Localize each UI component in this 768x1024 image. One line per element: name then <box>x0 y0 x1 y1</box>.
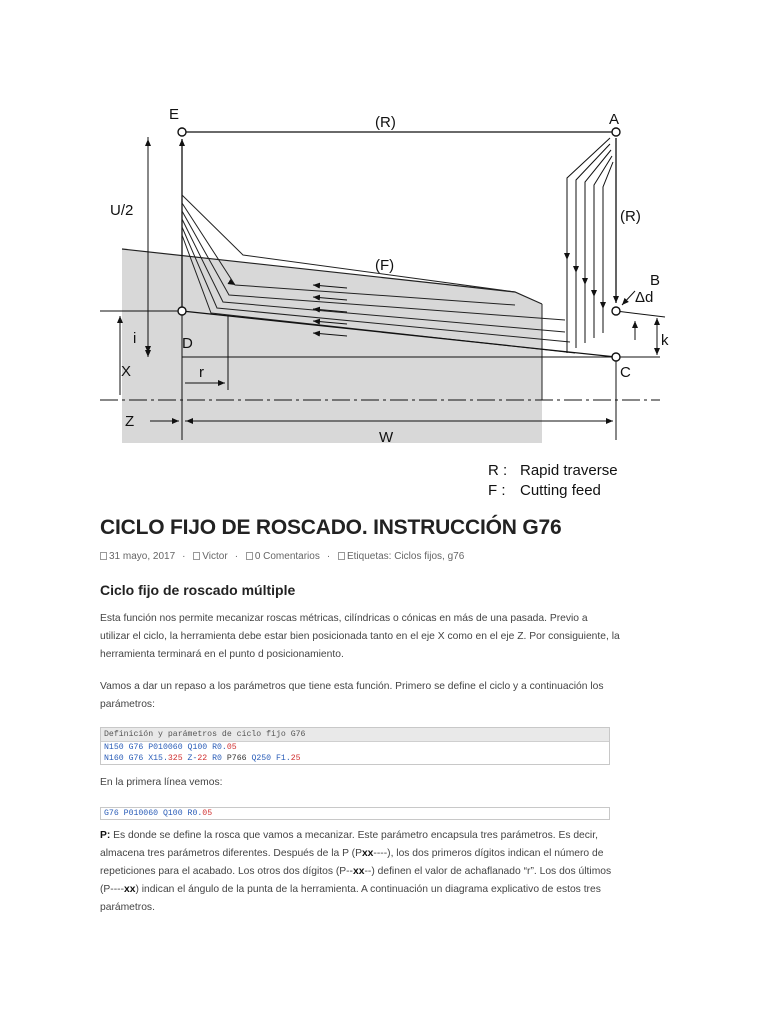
rapid-down-lines <box>567 138 613 353</box>
k-top-extension <box>616 311 665 317</box>
label-w: W <box>379 429 394 446</box>
legend-f-key: F : <box>488 482 506 499</box>
delta-d-arrow-top <box>622 291 635 305</box>
g76-cycle-diagram <box>95 95 669 505</box>
user-icon <box>193 552 200 560</box>
label-delta-d: Δd <box>635 289 654 306</box>
label-d: D <box>182 335 193 352</box>
tag-icon <box>338 552 345 560</box>
label-u2: U/2 <box>110 202 134 219</box>
code-block-first-line <box>100 807 610 820</box>
label-b: B <box>650 272 661 289</box>
label-k: k <box>661 332 669 349</box>
paragraph-parameters: Vamos a dar un repaso a los parámetros que tiene esta función. Primero se define el ciclo y a continuación los parámetros: <box>100 681 604 710</box>
legend-r-text: Rapid traverse <box>520 462 618 479</box>
article-meta: 31 mayo, 2017 · Victor · 0 Comentarios · Etiquetas: Ciclos fijos, g76 <box>100 551 466 562</box>
label-e: E <box>169 106 180 123</box>
paragraph-intro: Esta función nos permite mecanizar roscas métricas, cilíndricas o cónicas en más de una pasada. Previo a utilizar el ciclo, la herramienta debe estar bien posicionada tanto en el eje X como en el eje Z. Por consiguiente, la herramienta terminará en el punto d posicionamiento. <box>100 613 620 660</box>
legend-f-text: Cutting feed <box>520 482 601 499</box>
legend-r-key: R : <box>488 462 508 479</box>
code-block-definition <box>100 727 610 765</box>
article-title: CICLO FIJO DE ROSCADO. INSTRUCCIÓN G76 <box>100 516 562 539</box>
code-block-header: Definición y parámetros de ciclo fijo G76 <box>101 728 609 742</box>
label-i: i <box>133 330 137 347</box>
post-tags[interactable]: Etiquetas: Ciclos fijos, g76 <box>346 551 465 562</box>
label-x: X <box>121 363 132 380</box>
label-f: (F) <box>375 257 395 274</box>
code-line-2: N160 G76 X15.325 Z-22 R0 P766 Q250 F1.25 <box>104 754 301 763</box>
post-author[interactable]: Victor <box>202 551 228 562</box>
label-c: C <box>620 364 631 381</box>
paragraph-p-parameter: P: Es donde se define la rosca que vamos a mecanizar. Este parámetro encapsula tres parámetros. Es decir, almacena tres parámetros diferentes. Después de la P (Pxx----), los dos primeros dígitos indican el número de repeticiones para el acabado. Los otros dos dígitos (P--xx--) definen el valor de achaflanado “r”. Los dos últimos (P----xx) indican el ángulo de la punta de la herramienta. A continuación un diagrama explicativo de estos tres parámetros. <box>100 830 612 913</box>
post-comments[interactable]: 0 Comentarios <box>254 551 320 562</box>
label-z: Z <box>125 413 135 430</box>
post-date[interactable]: 31 mayo, 2017 <box>109 551 176 562</box>
label-r: r <box>199 364 204 381</box>
paragraph-first-line: En la primera línea vemos: <box>100 777 223 788</box>
calendar-icon <box>100 552 107 560</box>
code-line-first: G76 P010060 Q100 R0.05 <box>104 809 213 818</box>
section-subtitle: Ciclo fijo de roscado múltiple <box>100 582 296 598</box>
comment-icon <box>246 552 253 560</box>
label-r-right: (R) <box>620 208 641 225</box>
label-a: A <box>609 111 620 128</box>
label-r-top: (R) <box>375 114 396 131</box>
code-line-1: N150 G76 P010060 Q100 R0.05 <box>104 743 237 752</box>
